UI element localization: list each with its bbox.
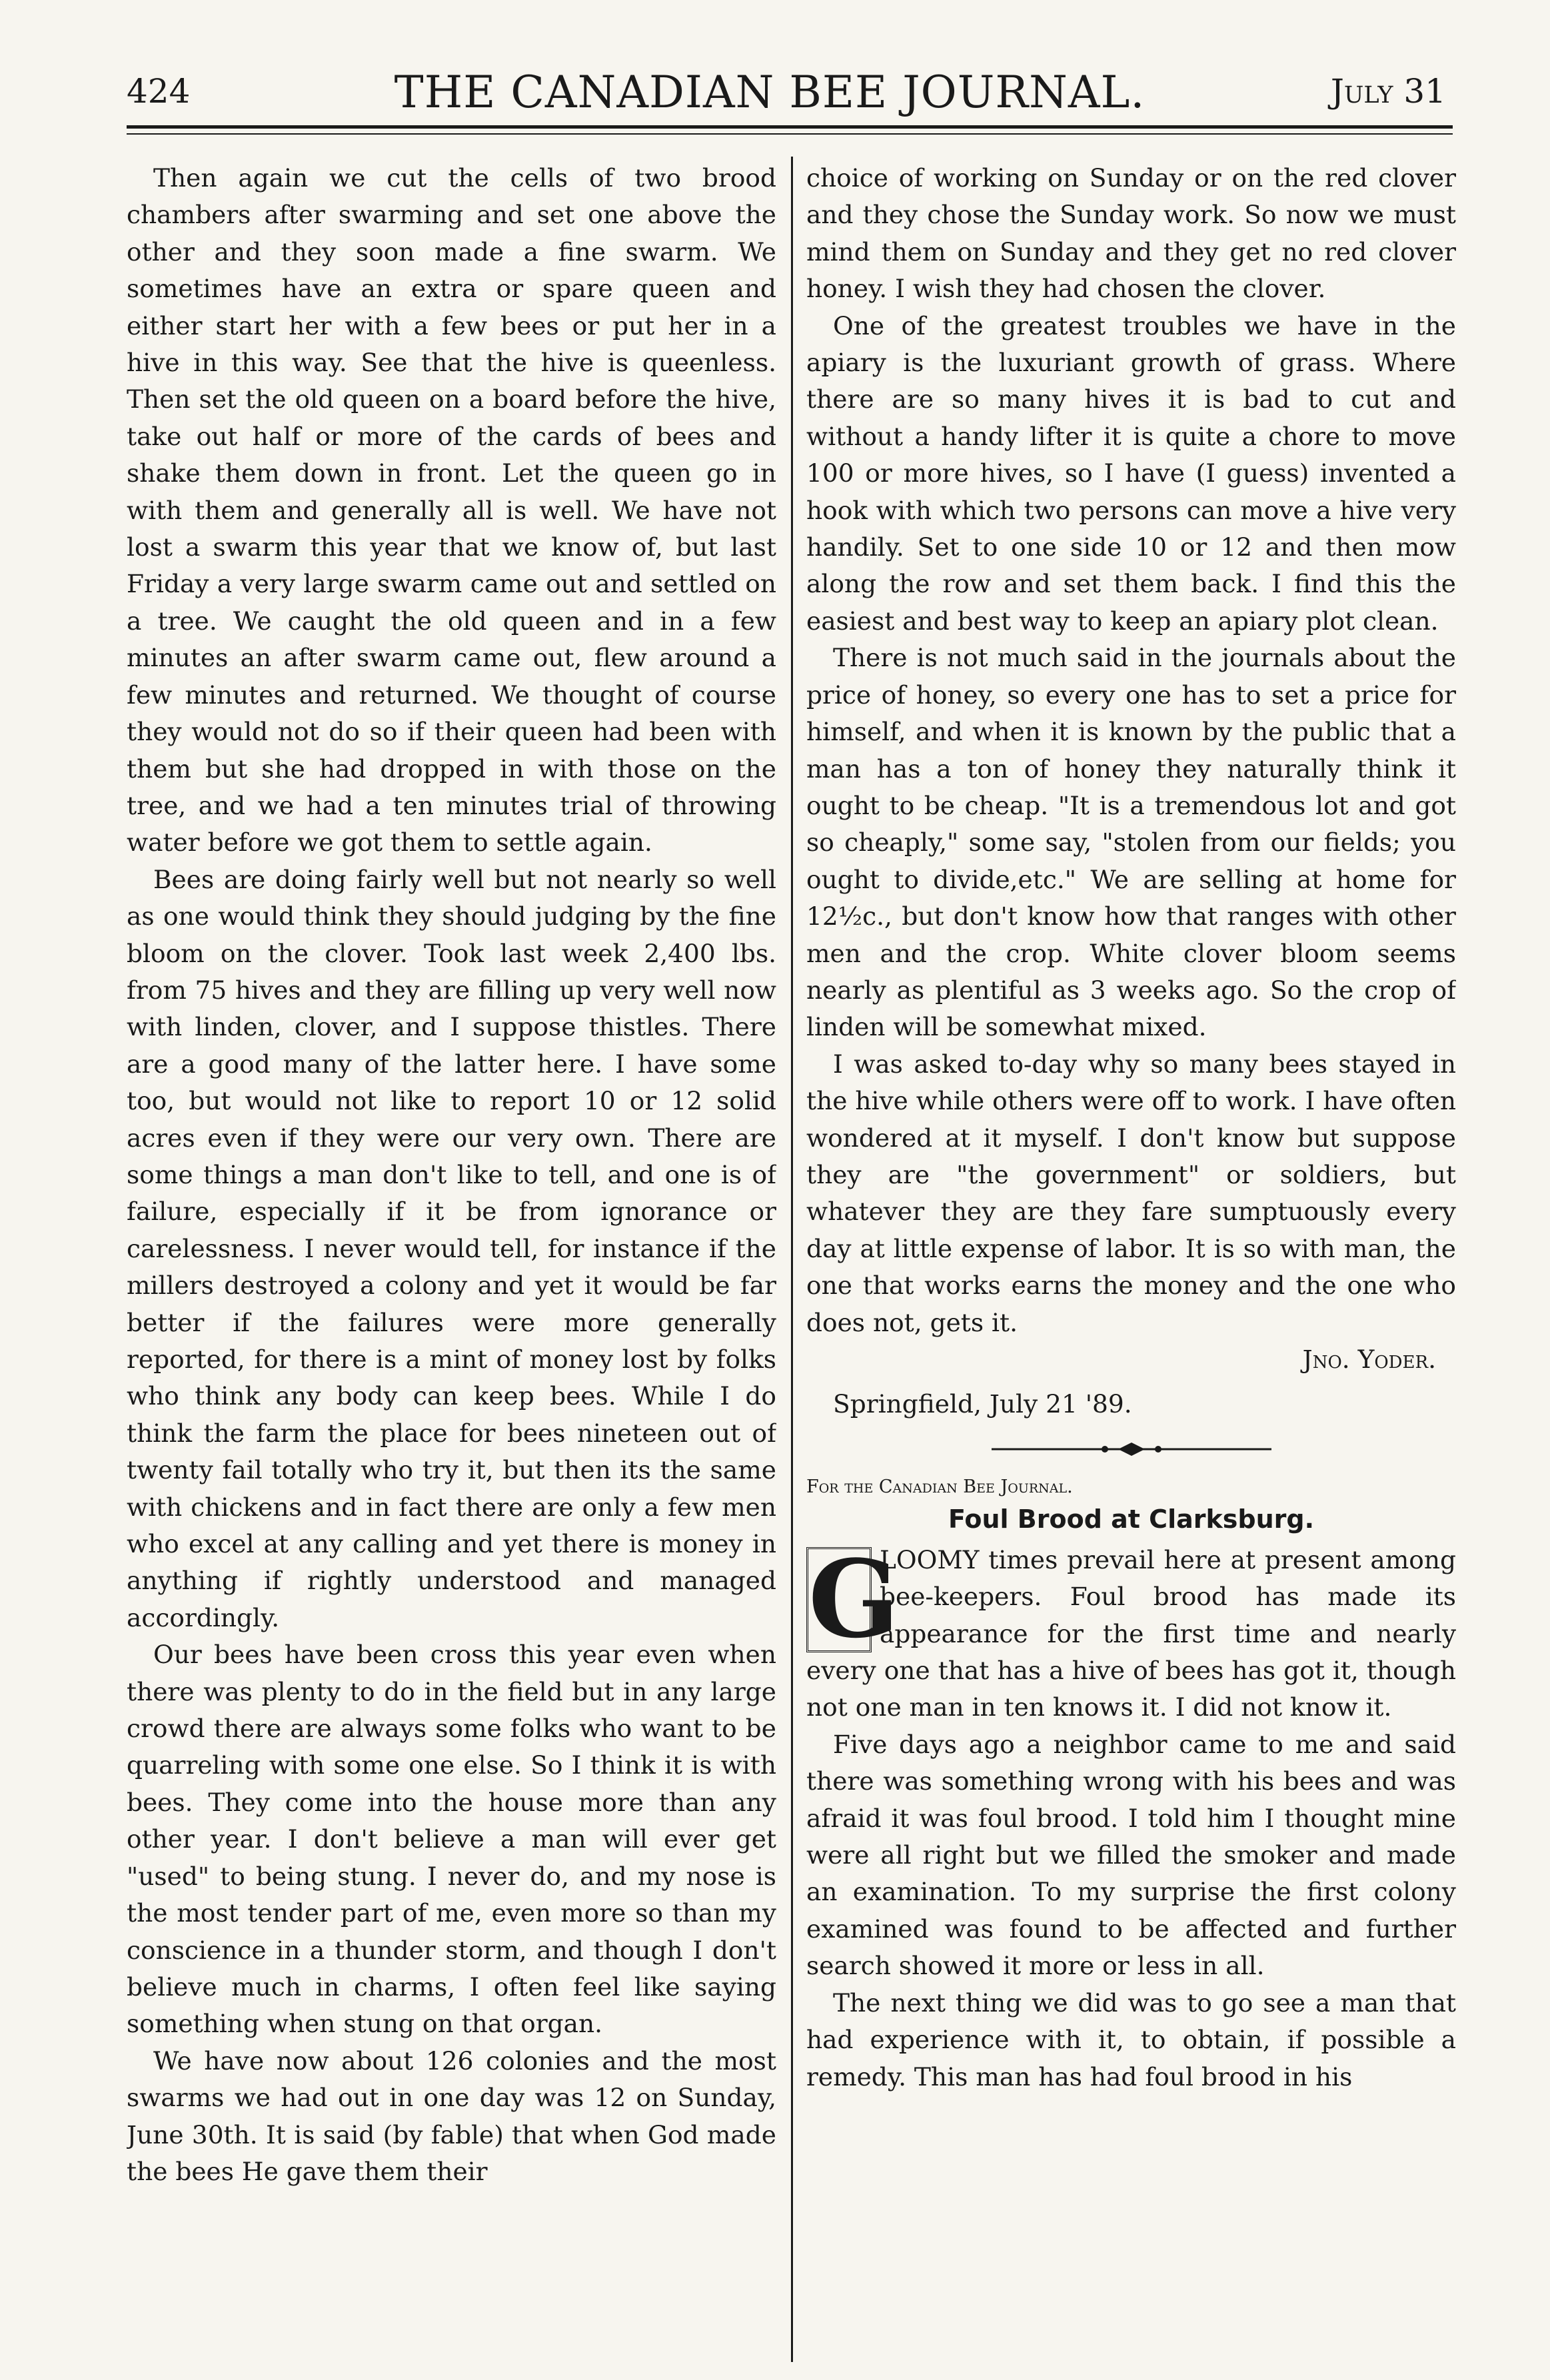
lead-word: LOOMY <box>880 1544 980 1574</box>
issue-date: July 31 <box>1330 72 1446 111</box>
header-rule <box>127 125 1453 129</box>
paragraph: Bees are doing fairly well but not nearly so well as one would think they should judging by the fine bloom on the clover. Took last week 2,400 lbs. from 75 hives and they are filling up very well now with linden, clover, and I suppose thistles. There are a good many of the latter here. I have some too, but would not like to report 10 or 12 solid acres even if they were our very own. There are some things a man don't like to tell, and one is of failure, especially if it be from ignorance or carelessness. I never would tell, for instance if the millers destroyed a colony and yet it would be far better if the failures were more generally reported, for there is a mint of money lost by folks who think any body can keep bees. While I do think the farm the place for bees nineteen out of twenty fail totally who try it, but then its the same with chickens and in fact there are only a few men who excel at any calling and yet there is money in anything if rightly understood and managed accordingly. <box>127 864 776 1632</box>
paragraph: There is not much said in the journals about the price of honey, so every one has to set a price for himself, and when it is known by the public that a man has a ton of honey they naturally think it ought to be cheap. "It is a tremendous lot and got so cheaply," some say, "stolen from our fields; you ought to divide,etc." We are selling at home for 12½c., but don't know how that ranges with other men and the crop. White clover bloom seems nearly as plentiful as 3 weeks ago. So the crop of linden will be somewhat mixed. <box>806 643 1456 1042</box>
right-column <box>806 160 1456 2339</box>
article-title: Foul Brood at Clarksburg. <box>948 1504 1315 1534</box>
paragraph: Then again we cut the cells of two brood chambers after swarming and set one above the other and they soon made a fine swarm. We sometimes have an extra or spare queen and either start her with a few bees or put her in a hive in this way. See that the hive is queenless. Then set the old queen on a board before the hive, take out half or more of the cards of bees and shake them down in front. Let the queen go in with them and generally all is well. We have not lost a swarm this year that we know of, but last Friday a very large swarm came out and settled on a tree. We caught the old queen and in a few minutes an after swarm came out, flew around a few minutes and returned. We thought of course they would not do so if their queen had been with them but she had dropped in with those on the tree, and we had a ten minutes trial of throwing water before we got them to settle again. <box>127 163 776 858</box>
journal-title: THE CANADIAN BEE JOURNAL. <box>394 67 1146 118</box>
page-number: 424 <box>127 72 191 111</box>
paragraph: Our bees have been cross this year even when there was plenty to do in the field but in any large crowd there are always some folks who want to be quarreling with some one else. So I think it is with bees. They come into the house more than any other year. I don't believe a man will ever get "used" to being stung. I never do, and my nose is the most tender part of me, even more so than my conscience in a thunder storm, and though I don't believe much in charms, I often feel like saying something when stung on that organ. <box>127 1640 776 2039</box>
article-credit: For the Canadian Bee Journal. <box>806 1476 1073 1497</box>
article-first-paragraph <box>806 1536 1456 1726</box>
paragraph: The next thing we did was to go see a man that had experience with it, to obtain, if possible a remedy. This man has had foul brood in his <box>806 1988 1456 2091</box>
drop-cap: G <box>806 1547 872 1652</box>
author-signature: Jno. Yoder. <box>1302 1345 1436 1374</box>
left-column <box>127 160 776 2339</box>
paragraph: We have now about 126 colonies and the most swarms we had out in one day was 12 on Sunday, June 30th. It is said (by fable) that when God made the bees He gave them their <box>127 2046 776 2186</box>
paragraph: choice of working on Sunday or on the red clover and they chose the Sunday work. So now we must mind them on Sunday and they get no red clover honey. I wish they had chosen the clover. <box>806 163 1456 304</box>
column-divider <box>791 157 793 2362</box>
divider-ornament <box>992 1439 1271 1459</box>
paragraph: Five days ago a neighbor came to me and said there was something wrong with his bees and was afraid it was foul brood. I told him I thought mine were all right but we filled the smoker and made an examination. To my surprise the first colony examined was found to be affected and further search showed it more or less in all. <box>806 1729 1456 1981</box>
paragraph-text: times prevail here at present among bee-keepers. Foul brood has made its appearance for the first time and nearly every one that has a hive of bees has got it, though not one man in ten knows it. I did not know it. <box>806 1544 1456 1722</box>
paragraph: I was asked to-day why so many bees stayed in the hive while others were off to work. I have often wondered at it myself. I don't know but suppose they are "the government" or soldiers, but whatever they are they fare sumptuously every day at little expense of labor. It is so with man, the one that works earns the money and the one who does not, gets it. <box>806 1049 1456 1337</box>
page-header <box>87 40 1453 133</box>
header-rule-thin <box>127 133 1453 135</box>
place-date: Springfield, July 21 '89. <box>833 1389 1132 1419</box>
paragraph: One of the greatest troubles we have in the apiary is the luxuriant growth of grass. Where there are so many hives it is bad to cut and without a handy lifter it is quite a chore to move 100 or more hives, so I have (I guess) invented a hook with which two persons can move a hive very handily. Set to one side 10 or 12 and then mow along the row and set them back. I find this the easiest and best way to keep an apiary plot clean. <box>806 310 1456 636</box>
